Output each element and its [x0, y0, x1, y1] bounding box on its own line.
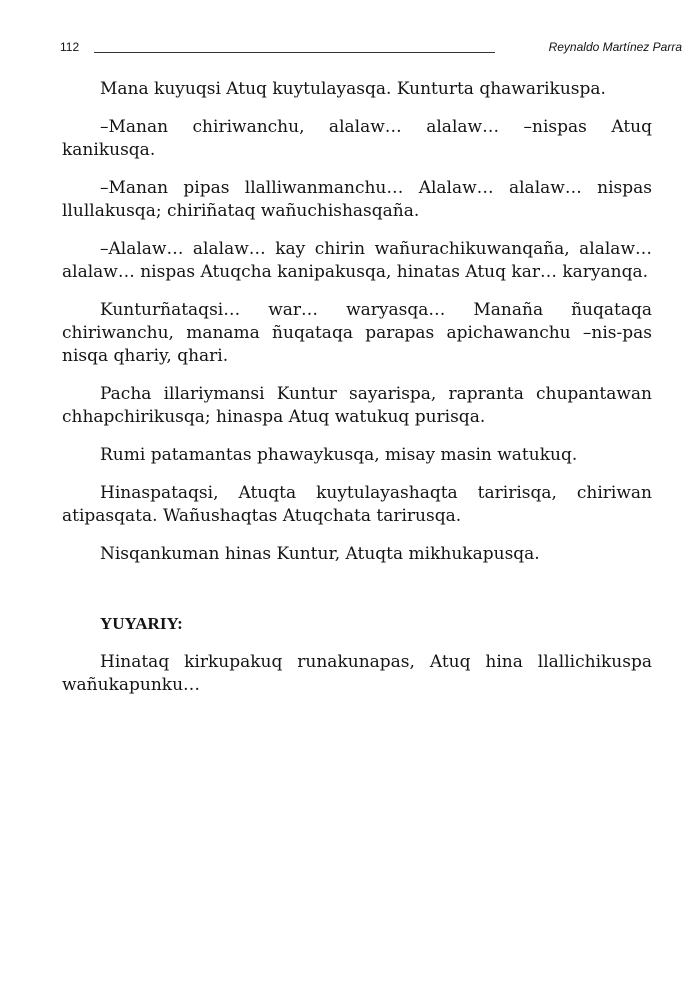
page-header [60, 38, 685, 60]
paragraph: –Manan chiriwanchu, alalaw… alalaw… –nispas Atuq kanikusqa. [62, 117, 652, 160]
paragraph: Kunturñataqsi… war… waryasqa… Manaña ñuqataqa chiriwanchu, manama ñuqataqa parapas apichawanchu –nis-pas nisqa qhariy, qhari. [62, 300, 652, 366]
paragraph: Rumi patamantas phawaykusqa, misay masin watukuq. [100, 445, 578, 465]
header-rule [94, 52, 495, 53]
paragraph: Nisqankuman hinas Kuntur, Atuqta mikhukapusqa. [100, 544, 540, 564]
section-heading: YUYARIY: [100, 614, 183, 633]
paragraph: Hinaspataqsi, Atuqta kuytulayashaqta taririsqa, chiriwan atipasqata. Wañushaqtas Atuqchata tarirusqa. [62, 483, 652, 526]
section-paragraph: Hinataq kirkupakuq runakunapas, Atuq hina llallichikuspa wañukapunku… [62, 652, 652, 695]
page-number: 112 [60, 40, 80, 54]
paragraph: Mana kuyuqsi Atuq kuytulayasqa. Kunturta qhawarikuspa. [100, 79, 606, 99]
paragraph: Pacha illariymansi Kuntur sayarispa, rapranta chupantawan chhapchirikusqa; hinaspa Atuq watukuq purisqa. [62, 384, 652, 427]
page-body [62, 78, 652, 712]
running-title: Reynaldo Martínez Parra [548, 40, 682, 54]
paragraph: –Alalaw… alalaw… kay chirin wañurachikuwanqaña, alalaw… alalaw… nispas Atuqcha kanipakusqa, hinatas Atuq kar… karyanqa. [62, 239, 652, 282]
paragraph: –Manan pipas llalliwanmanchu… Alalaw… alalaw… nispas llullakusqa; chiriñataq wañuchishasqaña. [62, 178, 652, 221]
